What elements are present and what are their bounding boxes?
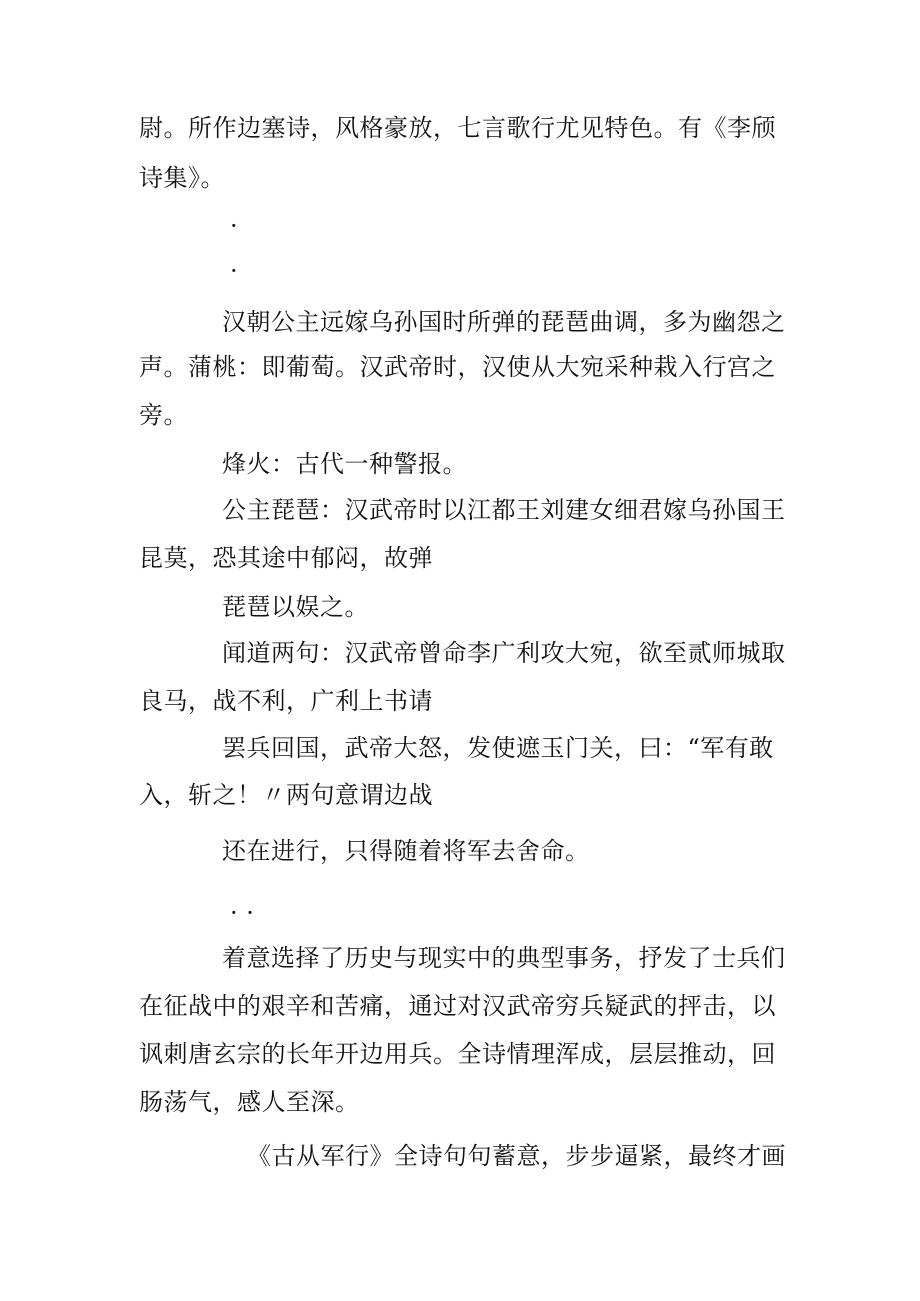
text-line: 公主琵琶：汉武帝时以江都王刘建女细君嫁乌孙国王 (222, 496, 786, 524)
bullet-dot: · (230, 257, 239, 285)
bullet-dots: · · (230, 899, 255, 927)
text-line: 还在进行，只得随着将军去舍命。 (222, 837, 590, 865)
bullet-dot: · (230, 212, 239, 240)
text-line: 诗集》。 (139, 164, 225, 192)
text-line: 昆莫，恐其途中郁闷，故弹 (139, 544, 433, 572)
text-line: 良马，战不利，广利上书请 (139, 687, 433, 715)
text-line: 琵琶以娱之。 (222, 593, 369, 621)
text-line: 旁。 (139, 401, 188, 429)
text-line: 讽刺唐玄宗的长年开边用兵。全诗情理浑成，层层推动，回 (139, 1040, 776, 1068)
text-line: 闻道两句：汉武帝曾命李广利攻大宛，欲至贰师城取 (222, 639, 786, 667)
text-line: 尉。所作边塞诗，风格豪放，七言歌行尤见特色。有《李颀 (139, 114, 776, 142)
text-line: 《古从军行》全诗句句蓄意，步步逼紧，最终才画 (247, 1142, 786, 1170)
text-line: 罢兵回国，武帝大怒，发使遮玉门关，曰：“军有敢 (222, 734, 774, 762)
text-line: 肠荡气，感人至深。 (139, 1088, 360, 1116)
text-line: 汉朝公主远嫁乌孙国时所弹的琵琶曲调，多为幽怨之 (222, 308, 786, 336)
text-line: 着意选择了历史与现实中的典型事务，抒发了士兵们 (222, 944, 786, 972)
text-line: 声。蒲桃：即葡萄。汉武帝时，汉使从大宛采种栽入行宫之 (139, 353, 776, 381)
text-line: 在征战中的艰辛和苦痛，通过对汉武帝穷兵疑武的抨击，以 (139, 992, 776, 1020)
text-line: 入，斩之！〃两句意谓边战 (139, 781, 433, 809)
text-line: 烽火：古代一种警报。 (222, 450, 467, 478)
